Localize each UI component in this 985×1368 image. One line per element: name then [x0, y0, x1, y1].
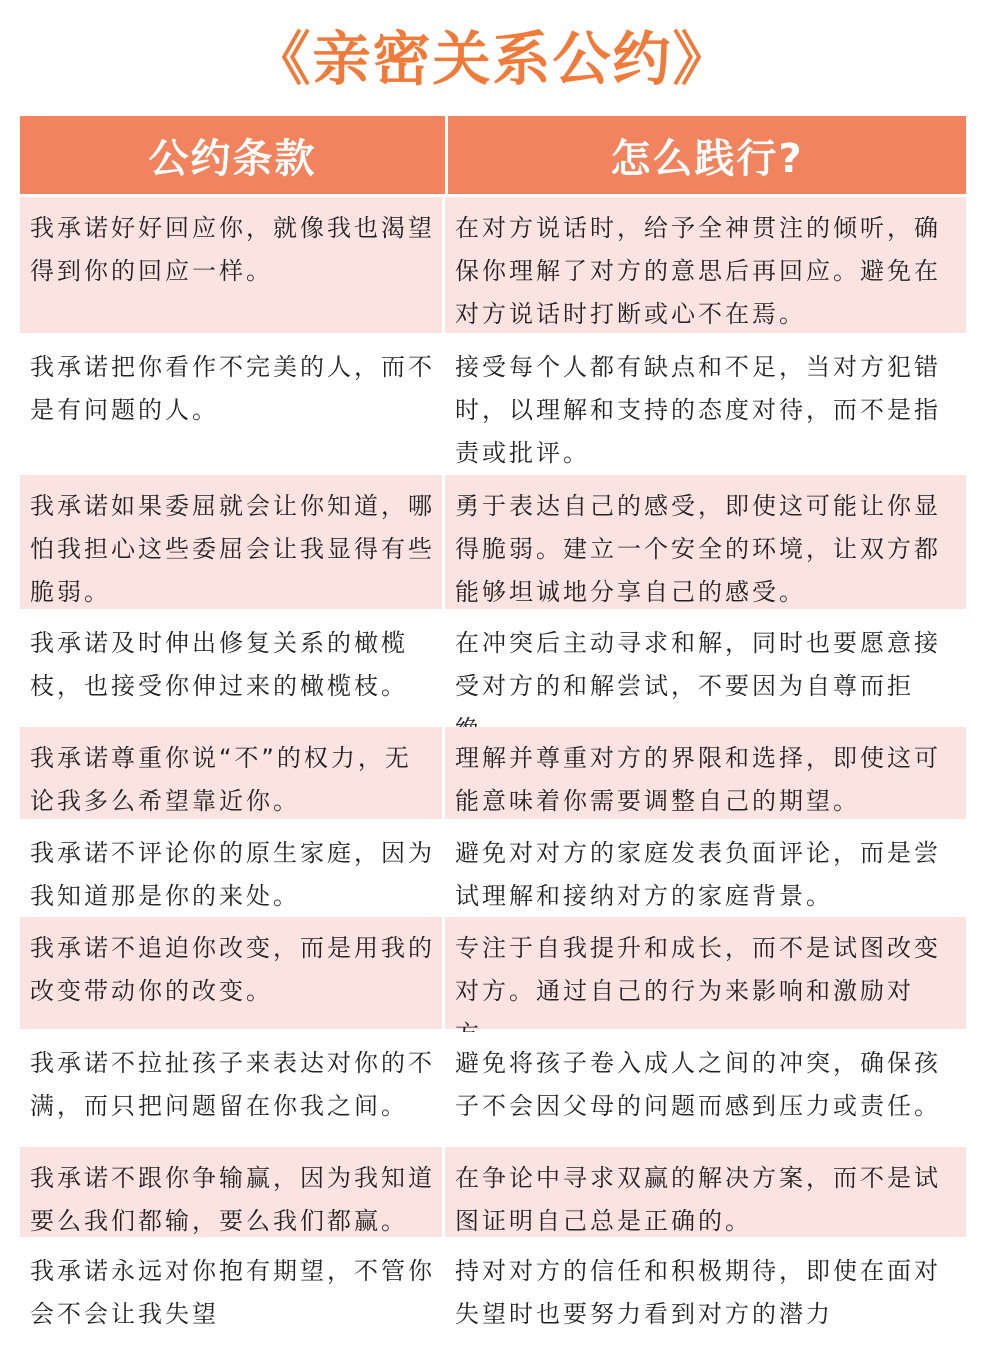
table-row — [20, 1237, 966, 1342]
table-row — [20, 724, 966, 819]
page-title: 《亲密关系公约》 — [252, 25, 733, 93]
practice-cell: 在争论中寻求双赢的解决方案，而不是试图证明自己总是正确的。 — [445, 1147, 966, 1237]
table-row — [20, 819, 966, 914]
header-clause: 公约条款 — [20, 116, 448, 194]
clause-cell: 我承诺尊重你说“不”的权力，无论我多么希望靠近你。 — [20, 727, 445, 819]
practice-cell: 避免将孩子卷入成人之间的冲突，确保孩子不会因父母的问题而感到压力或责任。 — [445, 1032, 966, 1144]
clause-cell: 我承诺不跟你争输赢，因为我知道要么我们都输，要么我们都赢。 — [20, 1147, 445, 1237]
table-row — [20, 472, 966, 609]
table-row — [20, 914, 966, 1029]
clause-cell: 我承诺不拉扯孩子来表达对你的不满，而只把问题留在你我之间。 — [20, 1032, 445, 1144]
clause-cell: 我承诺及时伸出修复关系的橄榄枝，也接受你伸过来的橄榄枝。 — [20, 612, 445, 724]
practice-cell: 在冲突后主动寻求和解，同时也要愿意接受对方的和解尝试，不要因为自尊而拒 — [445, 612, 966, 724]
practice-cell: 理解并尊重对方的界限和选择，即使这可能意味着你需要调整自己的期望。 — [445, 727, 966, 819]
table-header — [20, 116, 966, 194]
clause-cell: 我承诺如果委屈就会让你知道，哪怕我担心这些委屈会让我显得有些脆弱。 — [20, 475, 445, 609]
practice-cell: 在对方说话时，给予全神贯注的倾听，确保你理解了对方的意思后再回应。避免在对方说话时打断或心不在焉。 — [445, 197, 966, 333]
practice-cell: 持对对方的信任和积极期待，即使在面对失望时也要努力看到对方的潜力 — [445, 1240, 966, 1342]
clause-cell: 我承诺永远对你抱有期望，不管你会不会让我失望 — [20, 1240, 445, 1342]
clause-cell: 我承诺不评论你的原生家庭，因为我知道那是你的来处。 — [20, 822, 445, 914]
practice-cell: 接受每个人都有缺点和不足，当对方犯错时，以理解和支持的态度对待，而不是指责或批评。 — [445, 336, 966, 472]
clause-cell: 我承诺把你看作不完美的人，而不是有问题的人。 — [20, 336, 445, 472]
practice-cell: 专注于自我提升和成长，而不是试图改变对方。通过自己的行为来影响和激励对 — [445, 917, 966, 1029]
clause-cell: 我承诺好好回应你，就像我也渴望得到你的回应一样。 — [20, 197, 445, 333]
practice-cell: 避免对对方的家庭发表负面评论，而是尝试理解和接纳对方的家庭背景。 — [445, 822, 966, 914]
header-practice: 怎么践行? — [610, 135, 804, 182]
table-row — [20, 609, 966, 724]
practice-cell: 勇于表达自己的感受，即使这可能让你显得脆弱。建立一个安全的环境，让双方都能够坦诚地分享自己的感受。 — [445, 475, 966, 609]
table-row — [20, 194, 966, 333]
table-row — [20, 333, 966, 472]
table-row — [20, 1029, 966, 1144]
clause-cell: 我承诺不追迫你改变，而是用我的改变带动你的改变。 — [20, 917, 445, 1029]
pact-table — [20, 116, 966, 1342]
table-row — [20, 1144, 966, 1237]
